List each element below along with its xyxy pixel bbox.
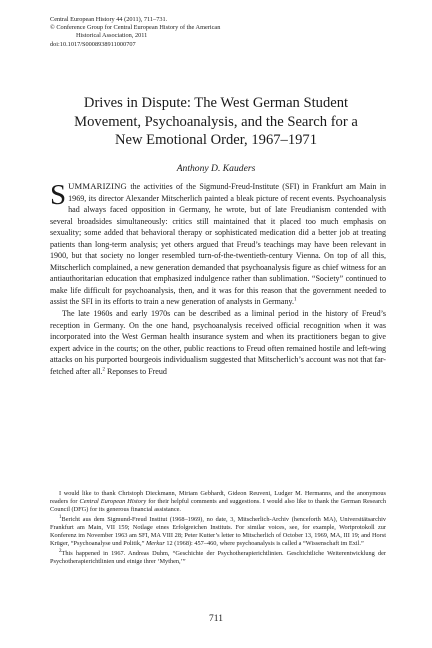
footnote-merkur: Merkur [145, 539, 165, 547]
title-line-1: Drives in Dispute: The West German Student [83, 95, 349, 111]
title-line-3: New Emotional Order, 1967–1971 [114, 132, 318, 148]
opening-smallcaps: UMMARIZING [68, 181, 127, 191]
journal-citation: Central European History 44 (2011), 711–731. [50, 16, 168, 23]
page-number: 711 [209, 614, 223, 624]
copyright-line: © Conference Group for Central European History of the American [50, 24, 221, 32]
footnote-1 [50, 516, 386, 548]
paragraph-1 [50, 181, 386, 308]
footnote-journal-name: Central European History [79, 497, 147, 505]
footnote-ref-2[interactable]: 2 [102, 367, 105, 373]
paragraph-1-text: the activities of the Sigmund-Freud-Institute (SFI) in Frankfurt am Main in 1969, its director Alexander Mitscherlich painted a bleak picture of recent events. Psychoanalysis had always faced opposition in Germany, he wrote, but of late Freudianism contended with several broadsides simultaneously: critics still maintained that it placed too much emphasis on sexuality; some added that behavioral therapy or sophisticated medication did a better job at treating patients than long-term analysis; yet others argued that Freud’s teachings may have been relevant in 1900, but that society no longer resembled turn-of-the-twentieth-century Vienna. On top of all this, Mitscherlich complained, a new generation demanded that psychoanalysis figure as chief witness for an antiauthoritarian education that emphasized indulgence rather than sublimation. “Society” continued to make life difficult for psychoanalysis, then, and it was for this reason that the government needed to assist the SFI in its efforts to train a new generation of analysts in Germany. [50, 182, 386, 307]
paragraph-2-tail: Reponses to Freud [105, 366, 167, 376]
footnote-marker-1: 1 [59, 514, 62, 520]
paragraph-2-text: The late 1960s and early 1970s can be described as a liminal period in the history of Freud’s reception in Germany. On the one hand, psychoanalysis received official recognition when it was incorporated into the West German health insurance system and when its practitioners began to give expert advice in the courts; on the other, public reactions to Freud often remained hostile and left-wing attacks on his purported bourgeois individualism suggested that Mitscherlich’s account was not that far-fetched after all. [50, 309, 386, 376]
author-name: Anthony D. Kauders [176, 163, 256, 174]
paragraph-2 [50, 308, 386, 377]
footnote-1d-text: 12 (1968): 457–460, where psychoanalysis is called a “Wissenschaft im Exil.” [164, 539, 364, 547]
journal-metadata [50, 16, 390, 49]
footnotes [50, 490, 386, 566]
footnote-acknowledgements [50, 490, 386, 514]
copyright-line-continued: Historical Association, 2011 [76, 32, 148, 40]
drop-cap: S [50, 179, 67, 211]
footnote-1a-text: I would like to thank Christoph Dieckmann, Miriam Gebhardt, Gideon Reuveni, Ludger M. Hermanns, and the anonymous readers for [50, 490, 386, 505]
article-title [46, 94, 386, 150]
footnote-1c-text: Bericht aus dem Sigmund-Freud Institut (1968–1969), no date, 3, Mitscherlich-Archiv (henceforth MA), Universitätsarchiv Frankfurt am Main, VII 159; Notlage eines Erfolgreichen Instituts. For similar voices, see, for example, Wortprotokoll zur Konferenz im November 1963 am SFI, MA VIII 28; Peter Kutter’s letter to Mitscherlich of October 13, 1969, MA, III 19; and Horst Krüger, “Psychoanalyse und Politik,” [50, 515, 386, 547]
footnote-2-text: This happened in 1967. Andreas Duhm, “Geschichte der Psychotherapierichtlinien. Geschichtliche Weiterentwicklung der Psychotherapierichtlinien und einige ihrer ‘Mythen,’” [50, 549, 386, 565]
doi-link[interactable]: doi:10.1017/S0008938911000707 [50, 40, 136, 48]
footnote-1b-text: for their helpful comments and suggestions. I would also like to thank the German Research Council (DFG) for its generous financial assistance. [50, 497, 386, 513]
footnote-ref-1[interactable]: 1 [294, 297, 297, 303]
footnote-marker-2: 2 [59, 548, 62, 554]
article-body [50, 181, 386, 377]
title-line-2: Movement, Psychoanalysis, and the Search for a [74, 113, 358, 130]
footnote-2 [50, 550, 386, 566]
